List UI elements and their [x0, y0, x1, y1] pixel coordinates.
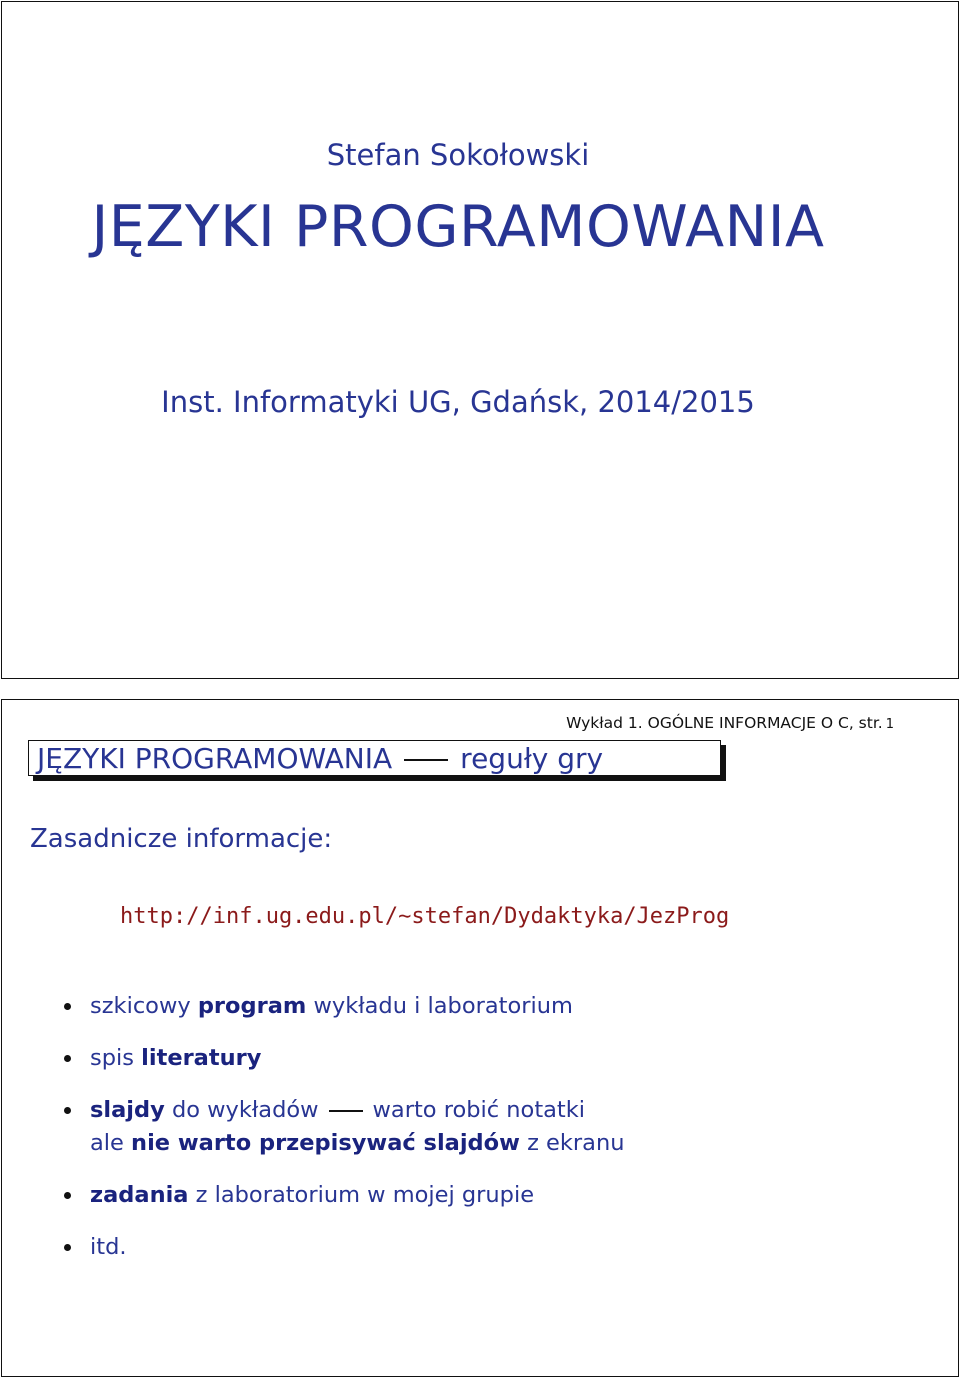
- page-number: 1: [885, 717, 894, 732]
- list-item: [62, 1042, 624, 1075]
- title-slide: [1, 1, 959, 679]
- page-reference-text: Wykład 1. OGÓLNE INFORMACJE O C, str.: [566, 714, 883, 732]
- list-item: [62, 990, 624, 1023]
- rules-slide: [1, 699, 959, 1377]
- info-list: [62, 990, 624, 1264]
- slide-title-right: reguły gry: [460, 742, 604, 775]
- item-text: wykładu i laboratorium: [313, 993, 573, 1019]
- item-text: do wykładów: [171, 1097, 319, 1123]
- slide-title-box: [28, 740, 721, 776]
- item-text: z laboratorium w mojej grupie: [195, 1182, 535, 1208]
- item-text: z ekranu: [527, 1130, 625, 1156]
- em-dash: [404, 759, 448, 761]
- institution-line: Inst. Informatyki UG, Gdańsk, 2014/2015: [161, 385, 755, 419]
- item-text: warto robić notatki: [372, 1097, 586, 1123]
- list-item: [62, 1231, 624, 1264]
- section-heading: Zasadnicze informacje:: [30, 824, 333, 854]
- item-emphasis: program: [197, 993, 307, 1019]
- item-text: spis: [90, 1045, 134, 1071]
- list-item: [62, 1179, 624, 1212]
- slide-title-left: JĘZYKI PROGRAMOWANIA: [37, 742, 393, 775]
- slide-title: [37, 741, 603, 777]
- em-dash: [329, 1110, 363, 1112]
- item-emphasis: nie warto przepisywać slajdów: [131, 1130, 520, 1156]
- item-text: ale: [90, 1130, 124, 1156]
- list-item: [62, 1094, 624, 1160]
- course-url-link[interactable]: http://inf.ug.edu.pl/∼stefan/Dydaktyka/JezProg: [120, 904, 730, 929]
- item-text: itd.: [90, 1234, 127, 1260]
- course-title: JĘZYKI PROGRAMOWANIA: [91, 194, 825, 260]
- page-reference: [566, 714, 894, 732]
- author-name: Stefan Sokołowski: [326, 138, 590, 172]
- item-text: szkicowy: [90, 993, 191, 1019]
- item-emphasis: slajdy: [90, 1097, 165, 1123]
- item-emphasis: literatury: [141, 1045, 262, 1071]
- item-emphasis: zadania: [90, 1182, 189, 1208]
